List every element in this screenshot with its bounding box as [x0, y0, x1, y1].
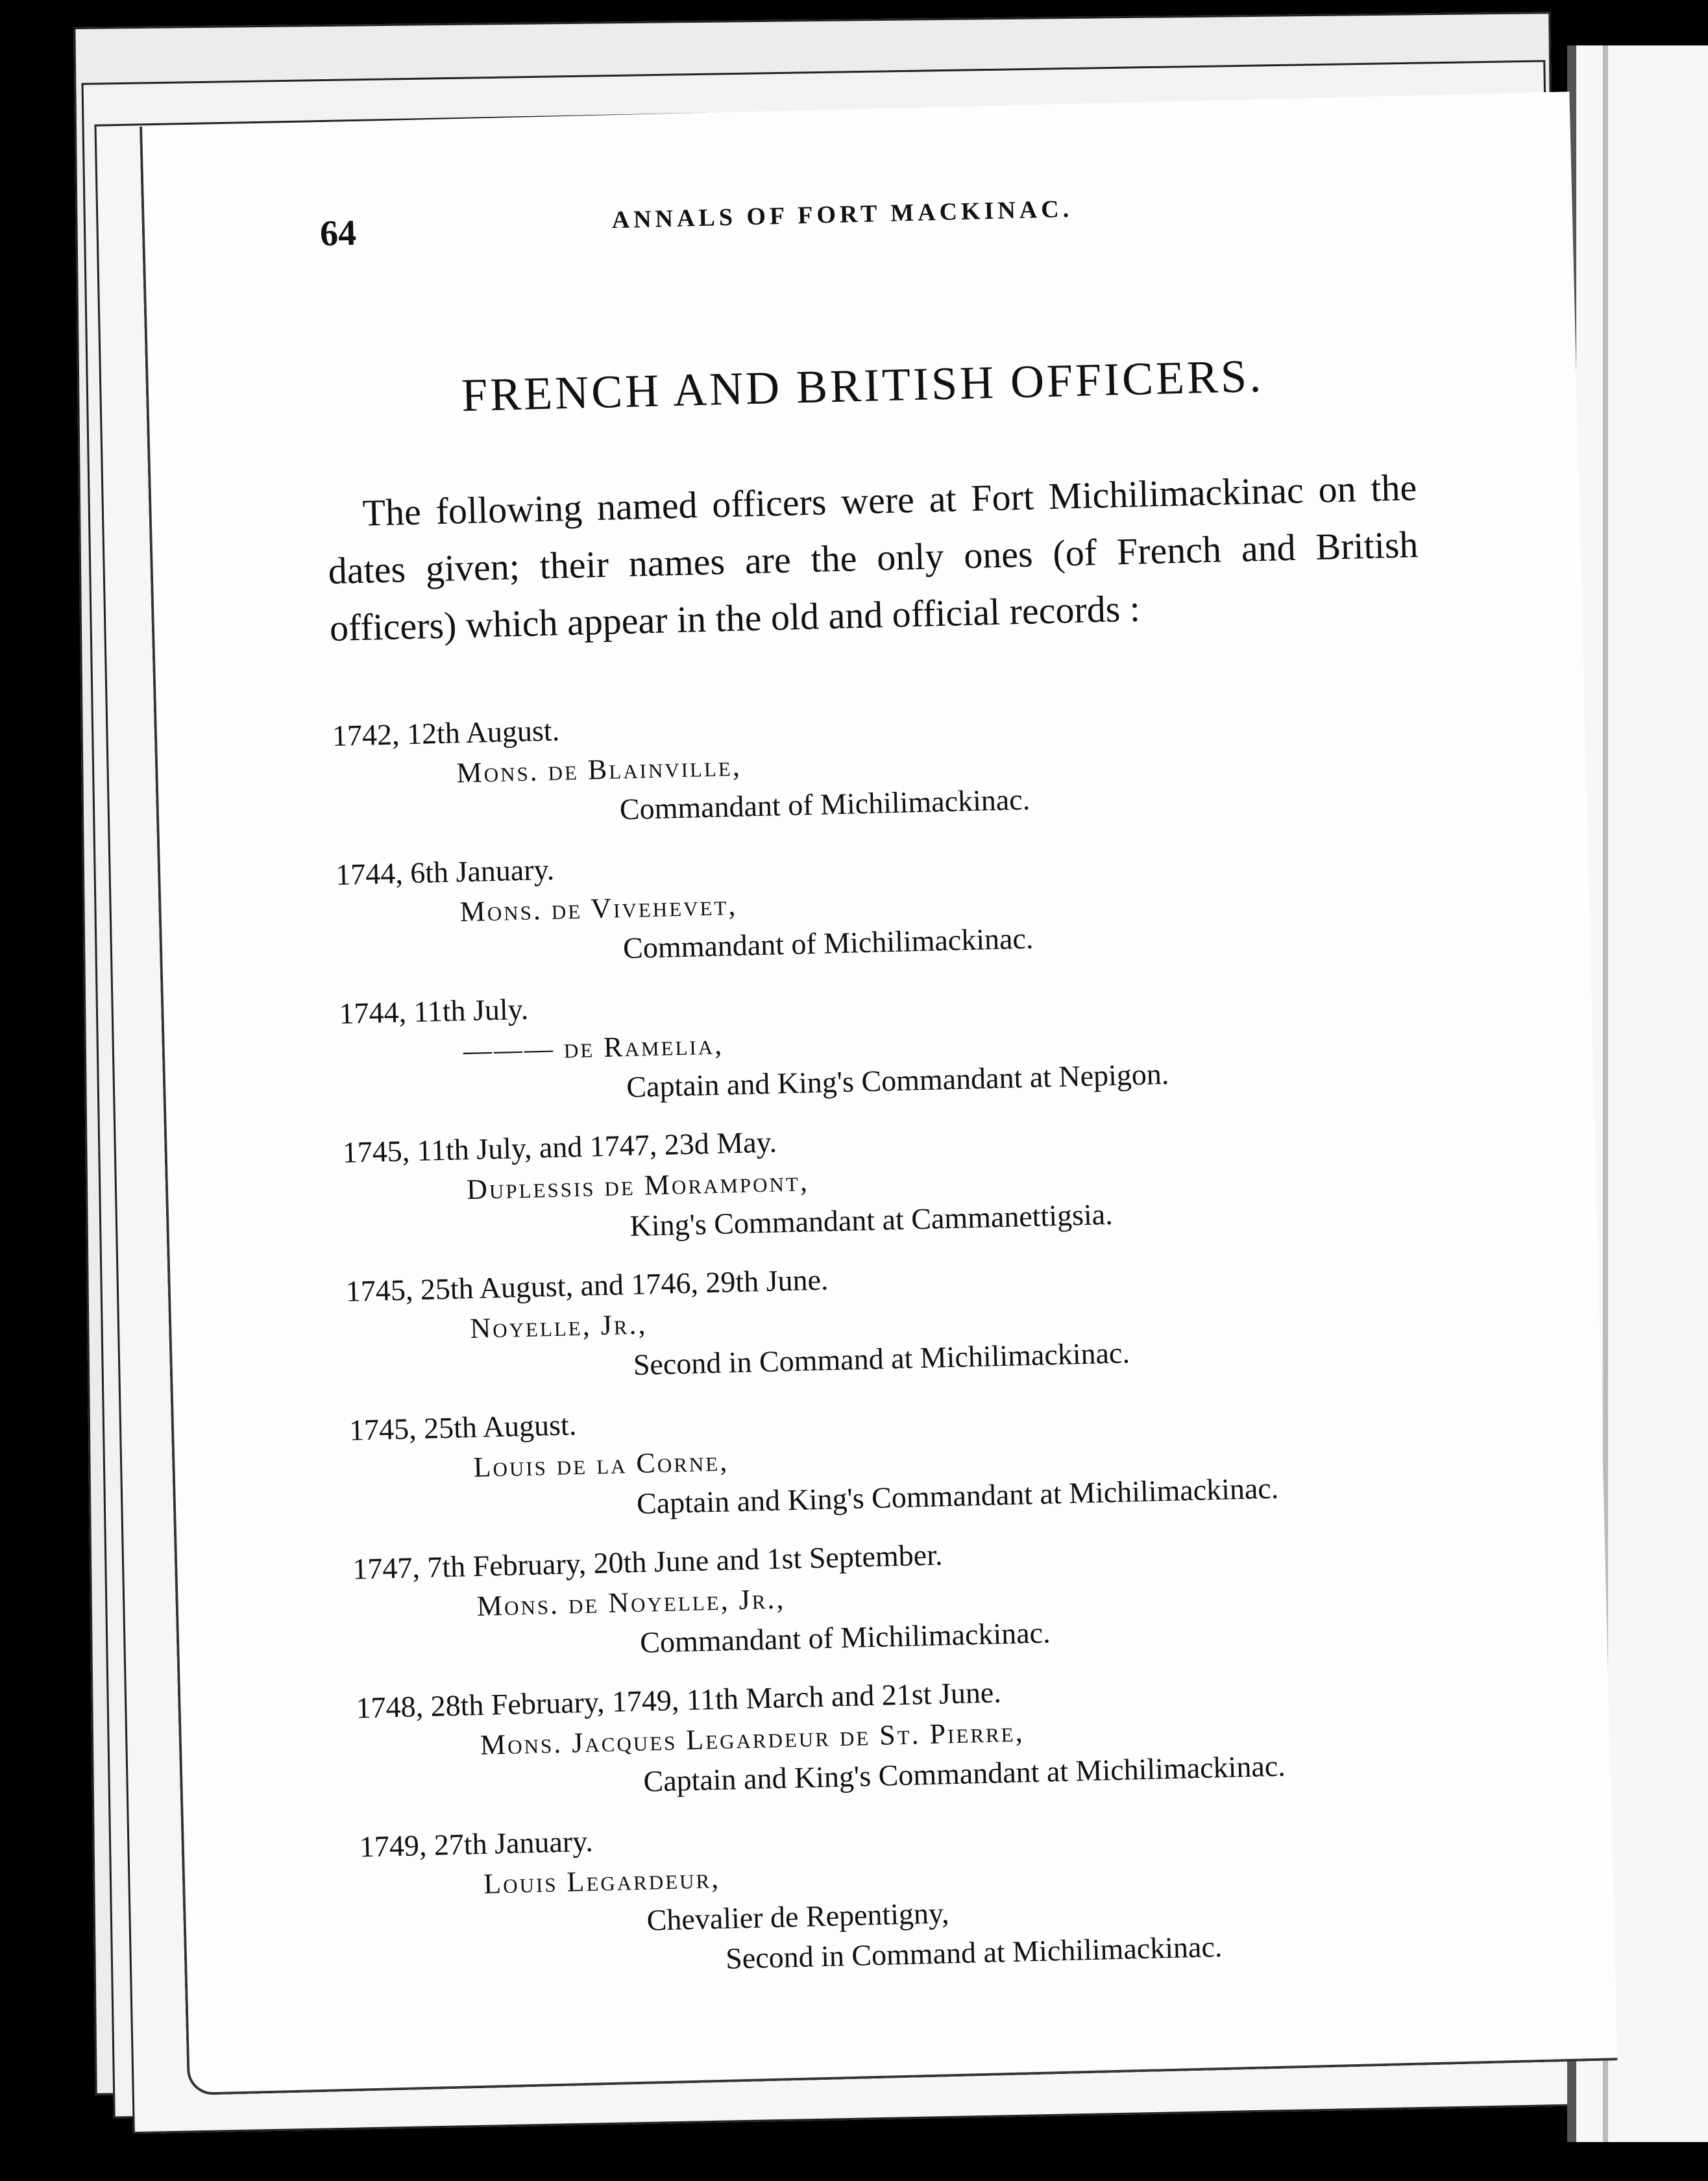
officer-role: Commandant of Michilimackinac. [639, 1616, 1051, 1659]
officer-entry [339, 963, 1574, 1114]
officer-role-secondary: Second in Command at Michilimackinac. [725, 1930, 1223, 1975]
officer-name: Mons. Jacques Legardeur de St. Pierre, [480, 1716, 1025, 1761]
officer-list [332, 686, 1596, 2006]
officer-name: ——— de Ramelia, [463, 1028, 724, 1067]
officer-name: Louis Legardeur, [483, 1862, 721, 1900]
officer-role: Commandant of Michilimackinac. [619, 782, 1031, 826]
officer-entry [342, 1102, 1578, 1253]
officer-name: Duplessis de Morampont, [466, 1165, 810, 1206]
entry-date: 1744, 11th July. [338, 992, 529, 1030]
officer-name: Louis de la Corne, [473, 1445, 729, 1484]
officer-entry [359, 1797, 1595, 1988]
entry-date: 1745, 11th July, and 1747, 23d May. [342, 1125, 777, 1169]
page-number: 64 [319, 212, 357, 254]
entry-date: 1747, 7th February, 20th June and 1st September. [352, 1538, 943, 1586]
entry-date: 1742, 12th August. [332, 713, 560, 753]
entry-date: 1745, 25th August, and 1746, 29th June. [345, 1263, 829, 1308]
officer-name: Mons. de Noyelle, Jr., [476, 1583, 786, 1622]
officer-role: Captain and King's Commandant at Michilimackinac. [636, 1471, 1279, 1520]
running-head [144, 182, 1571, 254]
officer-entry [332, 686, 1567, 837]
officer-role: Commandant of Michilimackinac. [622, 921, 1034, 965]
officer-role: Second in Command at Michilimackinac. [633, 1336, 1130, 1381]
officer-entry [352, 1519, 1588, 1670]
entry-date: 1745, 25th August. [348, 1408, 577, 1447]
officer-role: Chevalier de Repentigny, [646, 1896, 950, 1937]
officer-entry [356, 1658, 1591, 1808]
book-page [140, 92, 1617, 2095]
entry-date: 1749, 27th January. [359, 1824, 594, 1864]
officer-entry [348, 1380, 1584, 1531]
section-heading: FRENCH AND BRITISH OFFICERS. [461, 349, 1264, 421]
running-title: ANNALS OF FORT MACKINAC. [611, 195, 1073, 234]
officer-entry [345, 1241, 1581, 1392]
officer-role: Captain and King's Commandant at Michilimackinac. [642, 1749, 1286, 1798]
officer-name: Mons. de Vivehevet, [459, 889, 738, 928]
entry-date: 1748, 28th February, 1749, 11th March and 21st June. [355, 1675, 1002, 1725]
officer-role: Captain and King's Commandant at Nepigon. [626, 1057, 1169, 1104]
intro-paragraph: The following named officers were at Fort Michilimackinac on the dates given; their names are the only ones (of French and British officers) which appear in the old and official records : [328, 466, 1419, 650]
officer-role: King's Commandant at Cammanettigsia. [629, 1197, 1114, 1243]
officer-entry [336, 825, 1571, 976]
entry-date: 1744, 6th January. [335, 852, 555, 891]
officer-name: Noyelle, Jr., [469, 1308, 648, 1345]
officer-name: Mons. de Blainville, [456, 750, 742, 789]
